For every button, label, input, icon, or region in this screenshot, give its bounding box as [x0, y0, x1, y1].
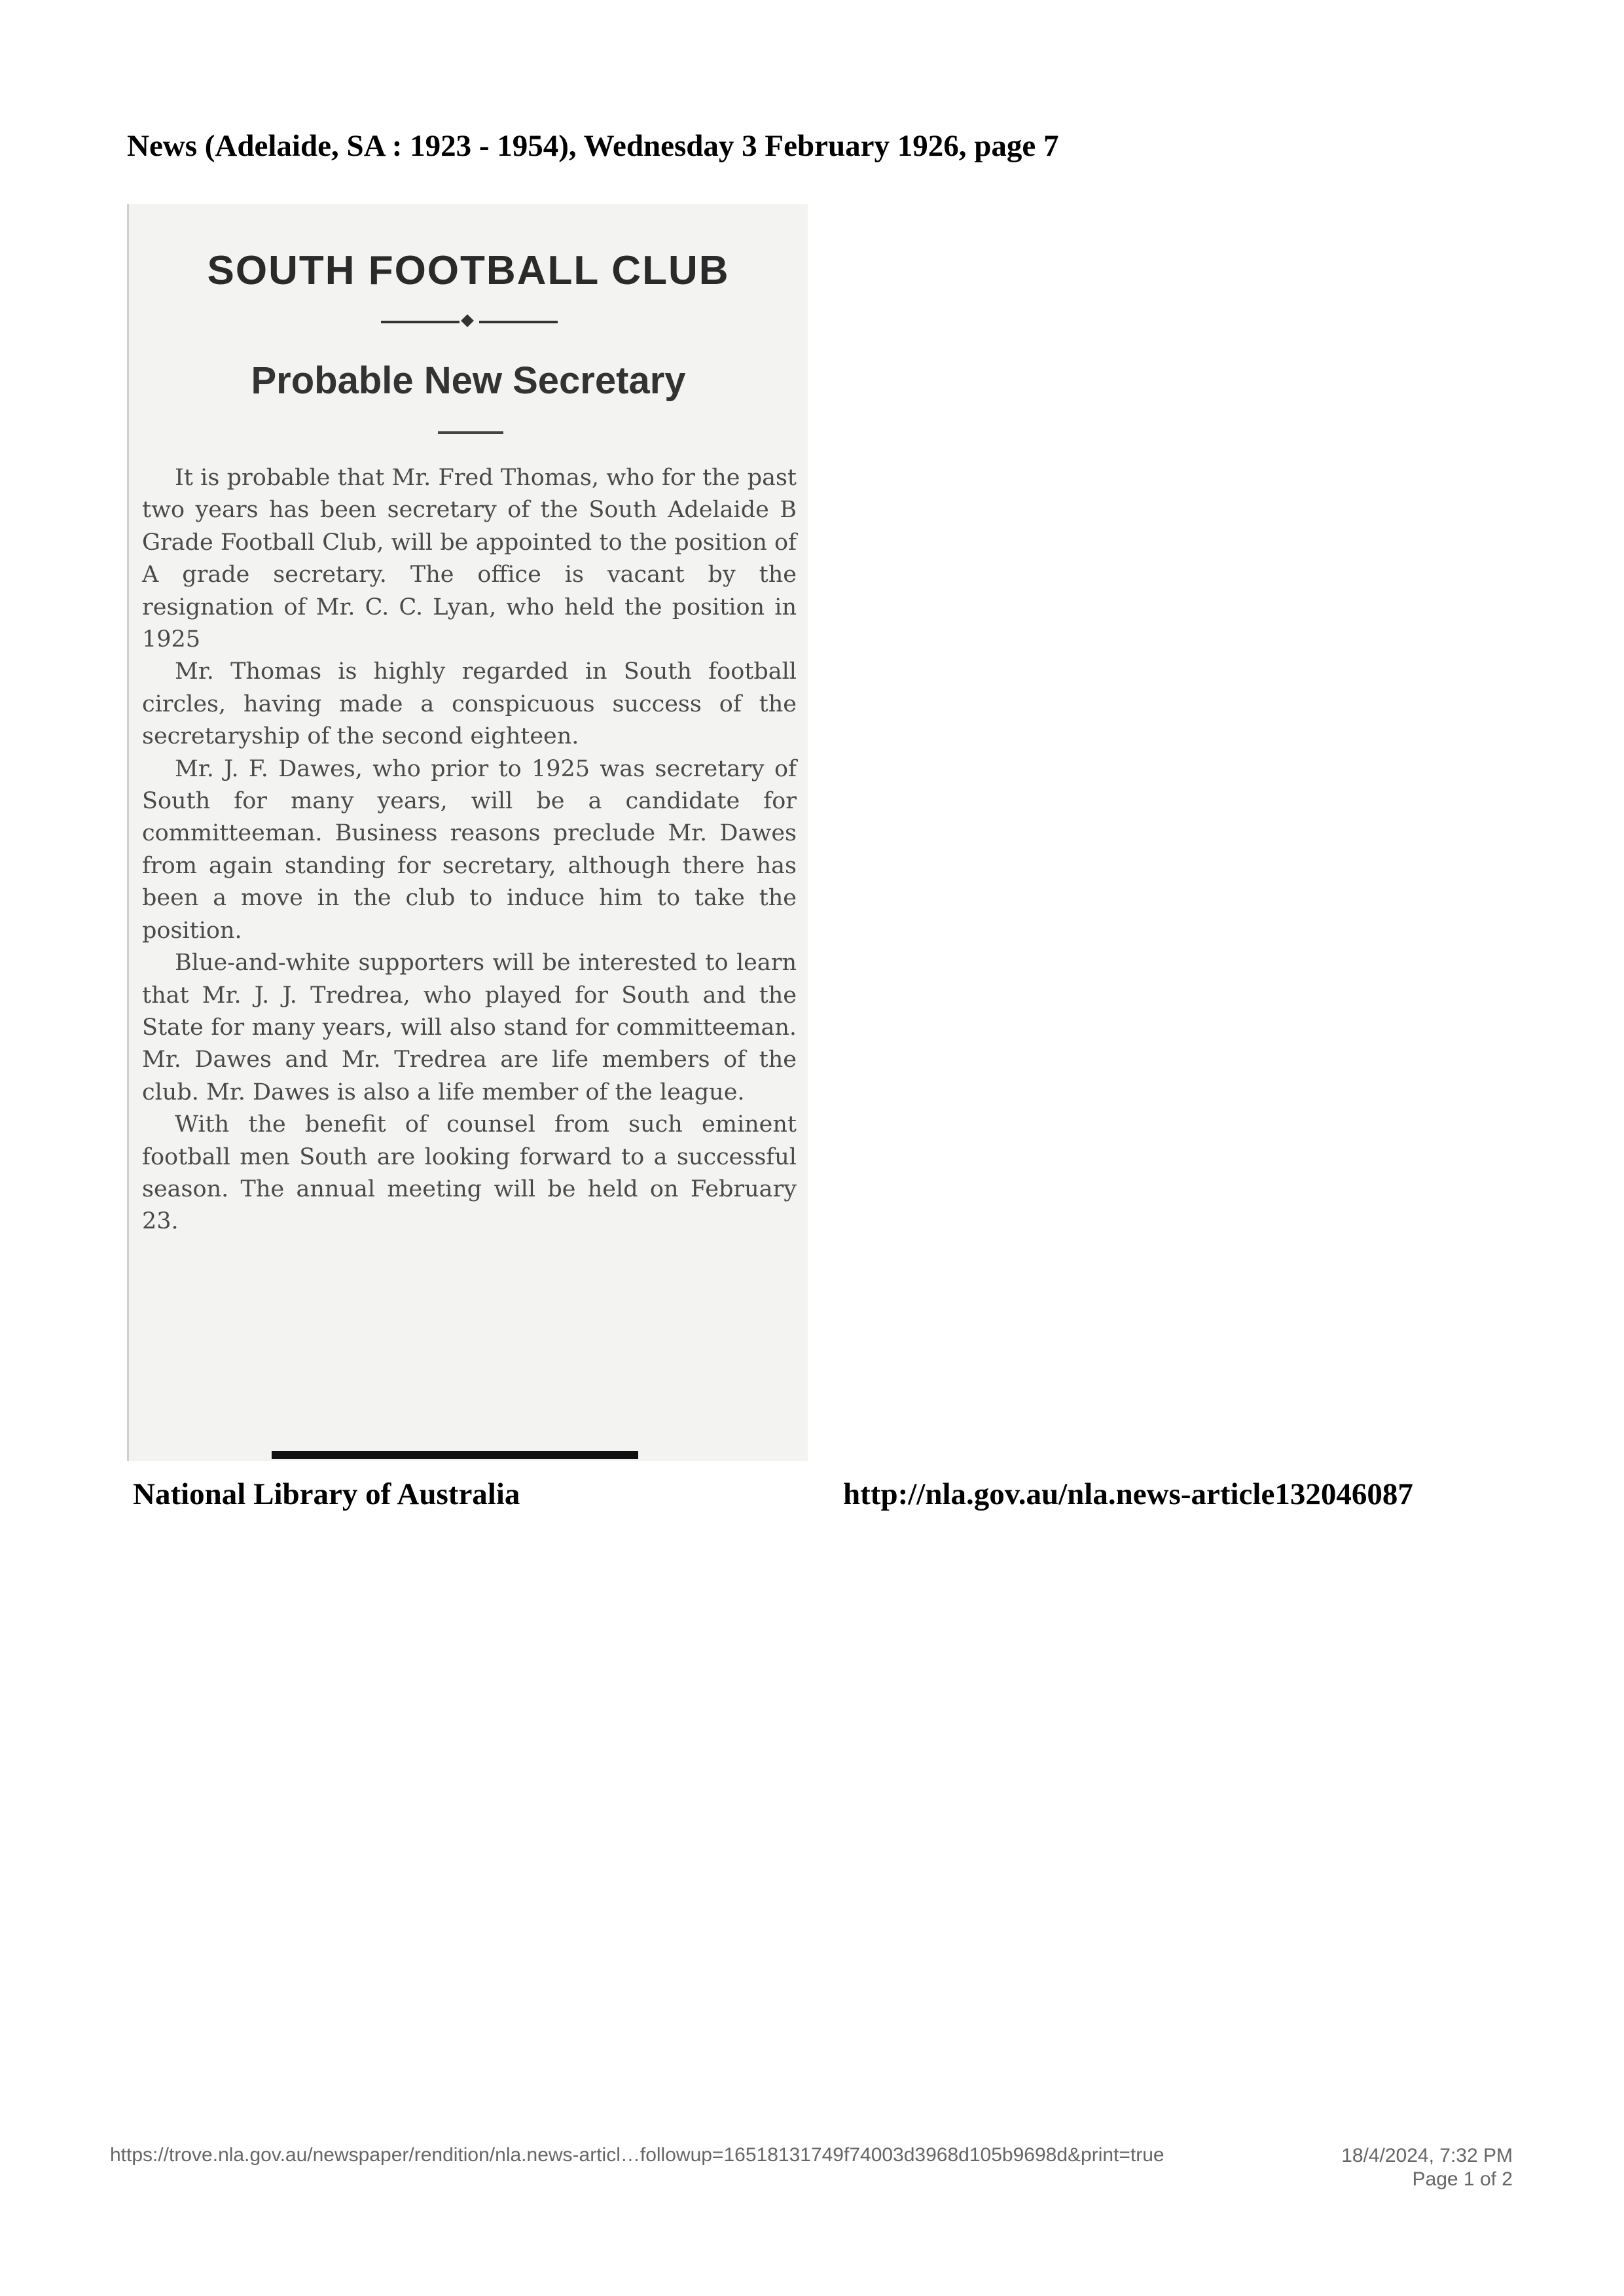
article-paragraph: Mr. J. F. Dawes, who prior to 1925 was secretary of South for many years, will be a candidate for committeeman. Business reasons preclude Mr. Dawes from again standing for secretary, although there has been a move in the club to induce him to take the position.	[142, 755, 797, 944]
print-meta	[1341, 2144, 1513, 2191]
article-paragraph: Mr. Thomas is highly regarded in South football circles, having made a conspicuous success of the secretaryship of the second eighteen.	[142, 658, 797, 750]
ornament-divider	[381, 315, 558, 329]
divider-line-right	[479, 321, 558, 323]
divider-line-left	[381, 321, 460, 323]
diamond-icon	[461, 314, 474, 327]
article-paragraph: Blue-and-white supporters will be interested to learn that Mr. J. J. Tredrea, who played for South and the State for many years, will also stand for committeeman. Mr. Dawes and Mr. Tredrea are life members of the club. Mr. Dawes is also a life member of the league.	[142, 950, 797, 1105]
page-title: News (Adelaide, SA : 1923 - 1954), Wednesday 3 February 1926, page 7	[127, 129, 1059, 163]
newspaper-clipping	[127, 204, 808, 1461]
article-paragraph: With the benefit of counsel from such eminent football men South are looking forward to a successful season. The annual meeting will be held on February 23.	[142, 1111, 797, 1235]
library-credit: National Library of Australia	[133, 1477, 520, 1511]
article-body	[142, 462, 797, 1238]
article-paragraph: It is probable that Mr. Fred Thomas, who for the past two years has been secretary of the South Adelaide B Grade Football Club, will be appointed to the position of A grade secretary. The office is vacant by the resignation of Mr. C. C. Lyan, who held the position in 1925	[142, 465, 797, 653]
short-divider	[438, 431, 503, 434]
page-number: Page 1 of 2	[1412, 2168, 1513, 2190]
article-permalink[interactable]: http://nla.gov.au/nla.news-article132046087	[843, 1477, 1413, 1511]
article-headline: SOUTH FOOTBALL CLUB	[207, 248, 730, 293]
end-rule	[272, 1451, 638, 1459]
print-datetime: 18/4/2024, 7:32 PM	[1341, 2145, 1513, 2166]
print-url: https://trove.nla.gov.au/newspaper/rendition/nla.news-articl…followup=16518131749f74003d3968d105b9698d&print=true	[110, 2144, 1164, 2166]
article-subheadline: Probable New Secretary	[251, 359, 686, 402]
